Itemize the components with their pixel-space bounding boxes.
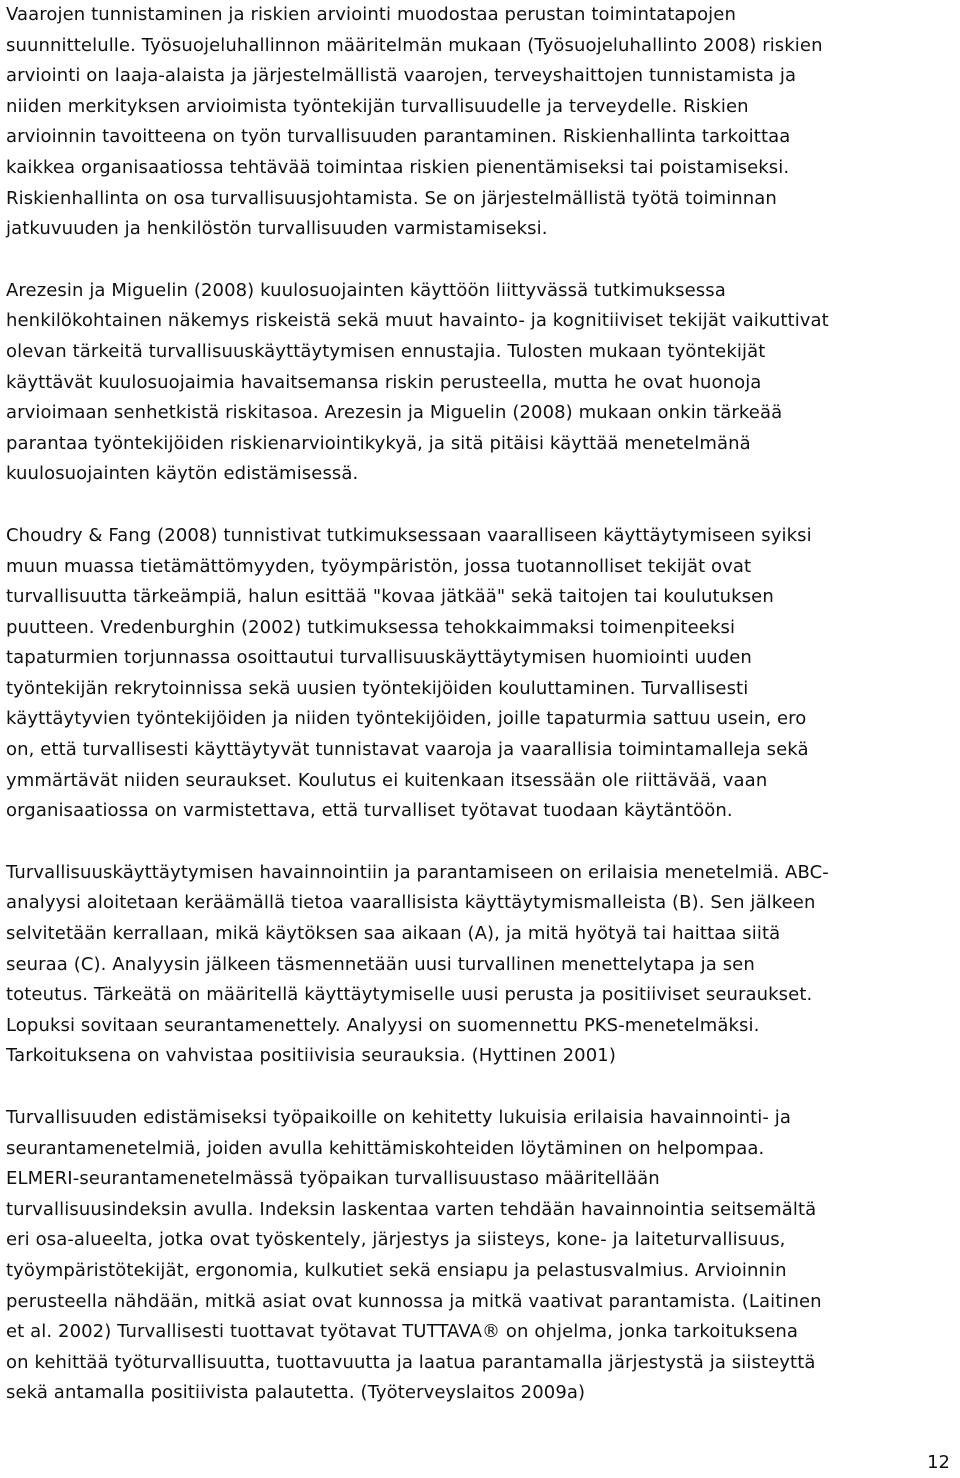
text-line: on, että turvallisesti käyttäytyvät tunnistavat vaaroja ja vaarallisia toimintamalleja sekä [6, 739, 809, 761]
text-line: perusteella nähdään, mitkä asiat ovat kunnossa ja mitkä vaativat parantamista. (Laitinen [6, 1290, 822, 1312]
text-line: arvioinnin tavoitteena on työn turvallisuuden parantaminen. Riskienhallinta tarkoittaa [6, 126, 791, 148]
text-line: kaikkea organisaatiossa tehtävää toimintaa riskien pienentämiseksi tai poistamiseksi. [6, 156, 790, 178]
text-line: tapaturmien torjunnassa osoittautui turvallisuuskäyttäytymisen huomiointi uuden [6, 647, 752, 669]
text-line: henkilökohtainen näkemys riskeistä sekä muut havainto- ja kognitiiviset tekijät vaikuttivat [6, 310, 829, 332]
text-line: Choudry & Fang (2008) tunnistivat tutkimuksessaan vaaralliseen käyttäytymiseen syiksi [6, 524, 812, 546]
text-line: käyttävät kuulosuojaimia havaitsemansa riskin perusteella, mutta he ovat huonoja [6, 371, 762, 393]
text-line: organisaatiossa on varmistettava, että turvalliset työtavat tuodaan käytäntöön. [6, 800, 733, 822]
paragraph-elmeri-tuttava [6, 1103, 958, 1409]
text-line: työntekijän rekrytoinnissa sekä uusien työntekijöiden kouluttaminen. Turvallisesti [6, 677, 749, 699]
text-line: seuraa (C). Analyysin jälkeen täsmennetään uusi turvallinen menettelytapa ja sen [6, 953, 755, 975]
paragraph-spacer [6, 490, 958, 521]
text-line: Turvallisuuskäyttäytymisen havainnointiin ja parantamiseen on erilaisia menetelmiä. ABC- [6, 861, 829, 883]
paragraph-spacer [6, 245, 958, 276]
text-line: turvallisuusindeksin avulla. Indeksin laskentaa varten tehdään havainnointia seitsemältä [6, 1198, 817, 1220]
text-line: seurantamenetelmiä, joiden avulla kehittämiskohteiden löytäminen on helpompaa. [6, 1137, 765, 1159]
text-line: parantaa työntekijöiden riskienarviointikykyä, ja sitä pitäisi käyttää menetelmänä [6, 432, 751, 454]
paragraph-spacer [6, 1072, 958, 1103]
text-line: Turvallisuuden edistämiseksi työpaikoille on kehitetty lukuisia erilaisia havainnointi- ja [6, 1107, 791, 1128]
text-line: selvitetään kerrallaan, mikä käytöksen saa aikaan (A), ja mitä hyötyä tai haittaa siitä [6, 923, 781, 945]
text-line: jatkuvuuden ja henkilöstön turvallisuuden varmistamiseksi. [6, 218, 548, 240]
text-line: suunnittelulle. Työsuojeluhallinnon määritelmän mukaan (Työsuojeluhallinto 2008) riskien [6, 34, 823, 56]
text-line: muun muassa tietämättömyyden, työympäristön, jossa tuotannolliset tekijät ovat [6, 555, 752, 577]
text-line: arvioimaan senhetkistä riskitasoa. Arezesin ja Miguelin (2008) mukaan onkin tärkeää [6, 402, 783, 424]
paragraph-hearing-protection [6, 276, 958, 490]
text-line: käyttäytyvien työntekijöiden ja niiden työntekijöiden, joille tapaturmia sattuu usein, ero [6, 708, 807, 730]
text-line: arviointi on laaja-alaista ja järjestelmällistä vaarojen, terveyshaittojen tunnistamista ja [6, 65, 797, 87]
page-number: 12 [927, 1452, 950, 1473]
text-line: toteutus. Tärkeätä on määritellä käyttäytymiselle uusi perusta ja positiiviset seuraukset. [6, 984, 813, 1006]
text-line: olevan tärkeitä turvallisuuskäyttäytymisen ennustajia. Tulosten mukaan työntekijät [6, 340, 766, 362]
text-line: Vaarojen tunnistaminen ja riskien arviointi muodostaa perustan toimintatapojen [6, 4, 736, 25]
text-line: ELMERI-seurantamenetelmässä työpaikan turvallisuustaso määritellään [6, 1168, 660, 1190]
text-line: on kehittää työturvallisuutta, tuottavuutta ja laatua parantamalla järjestystä ja siisteyttä [6, 1351, 816, 1373]
text-line: Lopuksi sovitaan seurantamenettely. Analyysi on suomennettu PKS-menetelmäksi. [6, 1014, 760, 1036]
paragraph-spacer [6, 827, 958, 858]
text-line: niiden merkityksen arvioimista työntekijän turvallisuudelle ja terveydelle. Riskien [6, 95, 749, 117]
text-line: ymmärtävät niiden seuraukset. Koulutus ei kuitenkaan itsessään ole riittävää, vaan [6, 769, 768, 791]
text-line: turvallisuutta tärkeämpiä, halun esittää "kovaa jätkää" sekä taitojen tai koulutuksen [6, 586, 774, 608]
text-line: et al. 2002) Turvallisesti tuottavat työtavat TUTTAVA® on ohjelma, jonka tarkoituksena [6, 1321, 799, 1343]
text-line: työympäristötekijät, ergonomia, kulkutiet sekä ensiapu ja pelastusvalmius. Arvioinnin [6, 1259, 787, 1281]
text-line: puutteen. Vredenburghin (2002) tutkimuksessa tehokkaimmaksi toimenpiteeksi [6, 616, 736, 638]
text-line: sekä antamalla positiivista palautetta. (Työterveyslaitos 2009a) [6, 1382, 586, 1404]
paragraph-risk-assessment [6, 0, 958, 245]
text-line: analyysi aloitetaan keräämällä tietoa vaarallisista käyttäytymismalleista (B). Sen jälkeen [6, 892, 816, 914]
paragraph-abc-analysis [6, 858, 958, 1072]
text-line: Arezesin ja Miguelin (2008) kuulosuojainten käyttöön liittyvässä tutkimuksessa [6, 279, 726, 301]
document-body [6, 0, 958, 1409]
text-line: Tarkoituksena on vahvistaa positiivisia seurauksia. (Hyttinen 2001) [6, 1045, 616, 1067]
text-line: Riskienhallinta on osa turvallisuusjohtamista. Se on järjestelmällistä työtä toiminnan [6, 187, 777, 209]
text-line: kuulosuojainten käytön edistämisessä. [6, 463, 359, 485]
paragraph-dangerous-behaviour [6, 521, 958, 827]
text-line: eri osa-alueelta, jotka ovat työskentely, järjestys ja siisteys, kone- ja laiteturvallisuus, [6, 1229, 786, 1251]
